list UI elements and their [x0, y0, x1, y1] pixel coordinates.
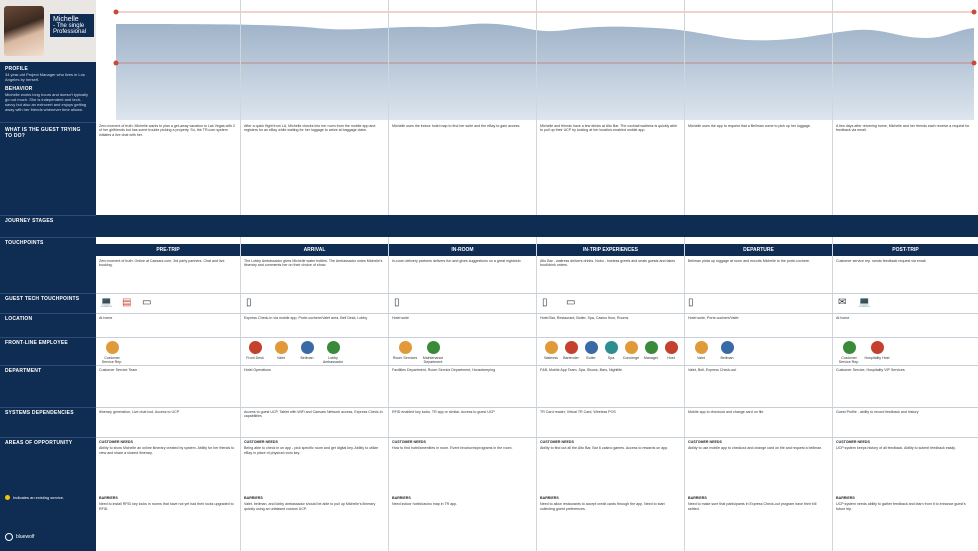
row-divider: [96, 293, 978, 294]
row-divider: [96, 437, 978, 438]
employee-label: Host: [667, 356, 675, 360]
needs-text: Ability to show Michelle an online itinerary created by system. Ability for her friends to view and share a shared itinerary.: [99, 446, 235, 455]
systems-pretrip: Itinerary generation, Live chat tool, Access to UCP: [99, 410, 180, 414]
divider: [0, 122, 96, 123]
department-pretrip: Customer Service Team: [99, 368, 138, 372]
barrier-text: Need to allow restaurants to accept credit cards through the app. Need to start collecting guest preferences.: [540, 502, 665, 511]
divider: [0, 437, 96, 438]
employee-label: Bellman: [720, 356, 734, 360]
touchpoint-inroom: In-room delivery partners delivers fun and gives suggestions on a great nightclub.: [392, 259, 522, 263]
row-label-touchpoints: TOUCHPOINTS: [5, 240, 44, 246]
email-icon: ✉: [838, 297, 847, 308]
persona-card: [0, 0, 96, 62]
department-inroom: Facilities Department, Room Service Department, Housekeeping: [392, 368, 496, 372]
barrier-arrival: [244, 496, 384, 548]
person-icon: [249, 341, 262, 354]
location-pretrip: At home: [99, 316, 113, 320]
employee-customer-service: [99, 341, 125, 364]
phone-icon: ▯: [246, 297, 252, 308]
person-icon: [625, 341, 638, 354]
barriers-heading: BARRIERS: [688, 496, 707, 500]
row-label-guest-tech: GUEST TECH TOUCHPOINTS: [5, 296, 80, 302]
emotion-area: [116, 24, 974, 120]
legend: [5, 495, 64, 500]
barriers-heading: BARRIERS: [836, 496, 855, 500]
touchpoint-departure: Bellman picks up luggage at room and escorts Michelle to the porte-cochere.: [688, 259, 811, 263]
row-label-front-line: FRONT-LINE EMPLOYEE: [5, 340, 68, 346]
barrier-pretrip: [99, 496, 237, 548]
barriers-heading: BARRIERS: [392, 496, 411, 500]
employee-label: Customer Service Rep.: [838, 356, 860, 364]
needs-heading: CUSTOMER NEEDS: [99, 440, 133, 444]
guest-trying-arrival: After a quick flight from LA, Michelle checks into her room from the mobile app and registers for an eBay while waiting for her luggage to arrive at baggage claim.: [244, 124, 376, 133]
stage-bar: [96, 215, 978, 237]
person-icon: [605, 341, 618, 354]
existing-service-dot-icon: [5, 495, 10, 500]
location-departure: Hotel suite, Porte-cochere/Valet: [688, 316, 739, 320]
department-arrival: Hotel Operations: [244, 368, 271, 372]
row-label-systems: SYSTEMS DEPENDENCIES: [5, 410, 74, 416]
employee-customer-service: [836, 341, 862, 364]
divider: [0, 365, 96, 366]
tablet-icon: ▭: [142, 297, 152, 308]
bluewolf-logo-icon: [5, 533, 13, 541]
needs-text: UCP system keeps history of all feedback. Ability to submit feedback easily.: [836, 446, 956, 451]
stage-post-trip: POST-TRIP: [833, 244, 978, 256]
employee-host: [658, 341, 684, 360]
employee-label: Front Desk: [246, 356, 264, 360]
emotion-chart: [96, 0, 978, 120]
person-icon: [645, 341, 658, 354]
person-icon: [427, 341, 440, 354]
barrier-text: Need indoor hotel/casino map in TR app.: [392, 502, 458, 507]
barrier-text: Need to install RFID key locks in rooms that have not yet had their locks upgraded to RFID.: [99, 502, 234, 511]
guest-trying-intrip: Michelle and friends have a few drinks at Alto Bar. The cocktail waitress is quickly able to pull up their UCP by looking at her location-enabled mobile app.: [540, 124, 677, 133]
opportunity-posttrip: [836, 440, 974, 492]
profile-heading: PROFILE: [5, 66, 29, 72]
employee-maintenance: [420, 341, 446, 364]
employee-front-desk: [242, 341, 268, 360]
employee-label: Bellman: [300, 356, 314, 360]
employee-bellman: [294, 341, 320, 360]
logo-text: bluewolf: [16, 534, 35, 540]
barriers-heading: BARRIERS: [244, 496, 263, 500]
profile-text: 34 year-old Project Manager who lives in Los Angeles by herself.: [5, 72, 85, 82]
department-intrip: F&B, Mobile App Team, Spa, Shows, Bars, Nightlife: [540, 368, 623, 372]
guest-trying-posttrip: A few days after returning home, Michelle and her friends each receive a request for feedback via email.: [836, 124, 970, 133]
persona-avatar: [4, 6, 44, 56]
barrier-text: Valet, bellman, and lobby ambassador should be able to pull up Michelle's itinerary quickly using an unbiased custom UCP.: [244, 502, 376, 511]
barrier-inroom: [392, 496, 532, 548]
barrier-text: UCP system needs ability to gather feedback and learn from it to enhance guest's future trip.: [836, 502, 966, 511]
person-icon: [106, 341, 119, 354]
phone-icon: ▯: [688, 297, 694, 308]
needs-heading: CUSTOMER NEEDS: [688, 440, 722, 444]
sidebar: [0, 0, 96, 551]
needs-text: How to find hotel/amenities in room. Event brochures/programs in the room.: [392, 446, 513, 451]
employee-valet: [268, 341, 294, 360]
stage-in-room: IN-ROOM: [389, 244, 536, 256]
tablet-icon: ▭: [566, 297, 576, 308]
location-intrip: Hotel Bar, Restaurant, Butler, Spa, Casino floor, Rooms: [540, 316, 629, 320]
systems-inroom: RFID enabled key locks, TR app or similar, Access to guest UCP: [392, 410, 495, 414]
barrier-posttrip: [836, 496, 974, 548]
column-divider: [684, 0, 685, 551]
persona-name: Michelle: [53, 16, 79, 23]
row-divider: [96, 313, 978, 314]
person-icon: [871, 341, 884, 354]
barriers-heading: BARRIERS: [99, 496, 118, 500]
touchpoint-arrival: The Lobby Ambassador gives Michelle water bottles. The Ambassador notes Michelle's itinerary and comments her on their choice of show.: [244, 259, 383, 268]
needs-text: Ability to use mobile app to checkout and change card on file and request a bellman.: [688, 446, 823, 451]
bottom-end-marker: [114, 61, 119, 66]
employee-label: Valet: [697, 356, 705, 360]
needs-heading: CUSTOMER NEEDS: [392, 440, 426, 444]
laptop-icon: 💻: [100, 297, 113, 308]
persona-name-badge: [50, 14, 94, 37]
barrier-text: Need to make sure that participants in Express Check-out program have their bill settled.: [688, 502, 817, 511]
employee-bellman: [714, 341, 740, 360]
opportunity-departure: [688, 440, 828, 492]
employee-label: Butler: [586, 356, 596, 360]
employee-label: Customer Service Rep.: [101, 356, 123, 364]
row-divider: [96, 407, 978, 408]
guest-trying-pretrip: Zero moment of truth: Michelle wants to plan a get-away vacation to Las Vegas with 2 of her girlfriends but has some trouble picking a property. So, the TR.com system initiates a live chat with her.: [99, 124, 236, 137]
stage-in-trip: IN-TRIP EXPERIENCES: [537, 244, 684, 256]
needs-heading: CUSTOMER NEEDS: [244, 440, 278, 444]
top-end-marker: [972, 10, 977, 15]
column-divider: [832, 0, 833, 551]
row-divider: [96, 337, 978, 338]
behavior-text: Michelle works long hours and doesn't typically go out much. She is independent and tech-savvy but also an extrovert and enjoys getting away with her friends whenever time allows.: [5, 92, 89, 112]
row-divider: [96, 365, 978, 366]
person-icon: [275, 341, 288, 354]
employee-label: Manager: [643, 356, 659, 360]
persona-tagline: - The single Professional: [53, 23, 87, 35]
employee-label: Maintenance Department: [422, 356, 444, 364]
employee-label: Valet: [277, 356, 285, 360]
barriers-heading: BARRIERS: [540, 496, 559, 500]
person-icon: [695, 341, 708, 354]
person-icon: [301, 341, 314, 354]
guest-trying-inroom: Michelle uses the indoor hotel map to find her suite and the eBay to gain access.: [392, 124, 521, 128]
systems-departure: Mobile app to checkout and change card on file: [688, 410, 764, 414]
divider: [0, 215, 96, 216]
barrier-departure: [688, 496, 828, 548]
location-arrival: Express Check-In via mobile app, Porte-cochere/Valet area, Bell Desk, Lobby: [244, 316, 368, 320]
row-label-opportunity: AREAS OF OPPORTUNITY: [5, 440, 73, 446]
employee-room-services: [392, 341, 418, 360]
touchpoint-intrip: Alto Bar - waitress delivers drinks. Nobu - hostess greets and seats guests and takes food/drink orders.: [540, 259, 676, 268]
employee-label: Spa: [607, 356, 615, 360]
guest-trying-departure: Michelle uses the app to request that a Bellman come to pick up her luggage.: [688, 124, 811, 128]
stage-pre-trip: PRE-TRIP: [96, 244, 240, 256]
systems-intrip: TR Card reader, Virtual TR Card, Wireless POS: [540, 410, 616, 414]
emotion-curve: [96, 0, 978, 120]
row-label-location: LOCATION: [5, 316, 33, 322]
barrier-intrip: [540, 496, 680, 548]
department-departure: Valet, Bell, Express Check-out: [688, 368, 737, 372]
needs-text: Ability to find out all the Alto Bar, Bar 6 casino games. Access to rewards on app.: [540, 446, 669, 451]
employee-label: Concierge: [622, 356, 640, 360]
person-icon: [843, 341, 856, 354]
row-label-guest-trying: WHAT IS THE GUEST TRYING TO DO?: [5, 127, 81, 139]
document-icon: ▤: [122, 297, 132, 308]
person-icon: [399, 341, 412, 354]
needs-heading: CUSTOMER NEEDS: [540, 440, 574, 444]
systems-arrival: Access to guest UCP, Tablet with WiFi and Caesars Network access, Express Check-In capabilities: [244, 410, 383, 419]
divider: [0, 237, 96, 238]
person-icon: [585, 341, 598, 354]
employee-label: Room Services: [392, 356, 418, 360]
needs-text: Being able to check in on app - pick specific room and get digital key. Ability to utilize eBay in place of physical room key.: [244, 446, 379, 455]
department-posttrip: Customer Service, Hospitality VIP Services: [836, 368, 905, 372]
person-icon: [327, 341, 340, 354]
top-end-marker: [114, 10, 119, 15]
divider: [0, 337, 96, 338]
stage-departure: DEPARTURE: [685, 244, 832, 256]
person-icon: [565, 341, 578, 354]
column-divider: [536, 0, 537, 551]
location-inroom: Hotel suite: [392, 316, 409, 320]
laptop-icon: 💻: [858, 297, 871, 308]
employee-label: Bartender: [563, 356, 579, 360]
column-divider: [388, 0, 389, 551]
opportunity-arrival: [244, 440, 384, 492]
person-icon: [665, 341, 678, 354]
employee-lobby-ambassador: [320, 341, 346, 364]
phone-icon: ▯: [542, 297, 548, 308]
opportunity-inroom: [392, 440, 532, 492]
bottom-end-marker: [972, 61, 977, 66]
employee-label: Waitress: [544, 356, 558, 360]
phone-icon: ▯: [394, 297, 400, 308]
person-icon: [545, 341, 558, 354]
legend-text: Indicates an existing service.: [13, 495, 65, 500]
behavior-heading: BEHAVIOR: [5, 86, 33, 92]
divider: [0, 407, 96, 408]
systems-posttrip: Guest Profile - ability to record feedback and history: [836, 410, 919, 414]
employee-label: Lobby Ambassador: [322, 356, 344, 364]
person-icon: [721, 341, 734, 354]
divider: [0, 313, 96, 314]
location-posttrip: At home: [836, 316, 850, 320]
touchpoint-pretrip: Zero moment of truth: Online at Caesars.com, 3rd party partners. Chat and live booking.: [99, 259, 225, 268]
touchpoint-posttrip: Customer service rep. sends feedback request via email.: [836, 259, 927, 263]
opportunity-pretrip: [99, 440, 237, 492]
employee-hospitality-host: [864, 341, 890, 360]
row-label-department: DEPARTMENT: [5, 368, 42, 374]
opportunity-intrip: [540, 440, 680, 492]
column-divider: [240, 0, 241, 551]
employee-valet: [688, 341, 714, 360]
journey-map: [96, 0, 978, 551]
employee-label: Hospitality Host: [864, 356, 890, 360]
divider: [0, 293, 96, 294]
row-label-journey-stages: JOURNEY STAGES: [5, 218, 54, 224]
needs-heading: CUSTOMER NEEDS: [836, 440, 870, 444]
stage-arrival: ARRIVAL: [241, 244, 388, 256]
